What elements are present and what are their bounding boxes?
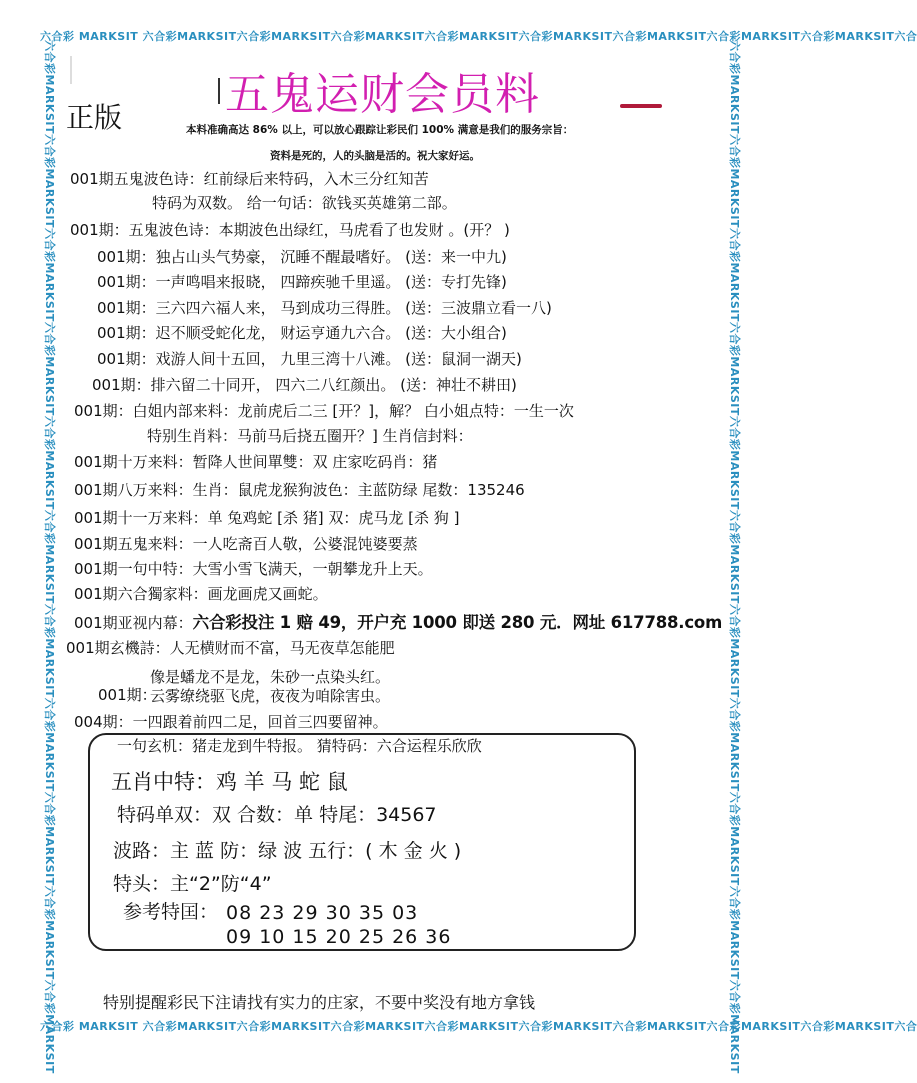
notice-line-1: 本料准确高达 86% 以上，可以放心跟踪让彩民们 100% 满意是我们的服务宗旨：: [186, 124, 574, 136]
box-wave-path: 波路：主 蓝 防：绿 波 五行：( 木 金 火 ): [113, 840, 462, 862]
authentic-badge: 正版: [66, 101, 123, 134]
line-110k: 001期十一万来料：单 兔鸡蛇 [杀 猪] 双：虎马龙 [杀 狗 ]: [74, 509, 460, 527]
poem-line-4: 001期：迟不顺受蛇化龙， 财运亨通九六合。 (送：大小组合): [97, 324, 507, 342]
footer-reminder: 特别提醒彩民下注请找有实力的庄家，不要中奖没有地方拿钱: [103, 993, 536, 1012]
poem-line-2: 001期：一声鸣唱来报晓， 四蹄疾驰千里遥。 (送：专打先锋): [97, 273, 507, 291]
box-ref-label: 参考特囯：: [123, 901, 219, 923]
line-exclusive: 001期六合獨家料：画龙画虎又画蛇。: [74, 585, 328, 603]
title-dash-mark: [620, 104, 662, 108]
riddle-prefix: 001期：: [98, 686, 157, 704]
border-top-text: 六合彩 MARKSIT 六合彩MARKSIT六合彩MARKSIT六合彩MARKSIT六合彩MARKSIT六合彩MARKSIT六合彩MARKSIT六合彩MARKSIT六合彩MARKSIT六合: [40, 30, 917, 43]
line-80k: 001期八万来料：生肖：鼠虎龙猴狗波色：主蓝防绿 尾数：135246: [74, 481, 525, 499]
line-baijie: 001期：白姐内部来料：龙前虎后二三 [开？]，解？ 白小姐点特：一生一次: [74, 402, 574, 420]
line-one-sentence: 001期一句中特：大雪小雪飞满天，一朝攀龙升上天。: [74, 560, 433, 578]
line-even-number: 特码为双数。 给一句话：欲钱买英雄第二部。: [152, 194, 457, 212]
box-riddle: 一句玄机：猪走龙到牛特报。 猜特码：六合运程乐欣欣: [117, 737, 482, 755]
atv-prefix: 001期亚视内幕：: [74, 614, 193, 632]
border-right-text: 六合彩MARKSIT六合彩MARKSIT六合彩MARKSIT六合彩MARKSIT六合彩MARKSIT六合彩MARKSIT六合彩MARKSIT六合彩MARKSIT六合彩MARKSIT六合彩MARKSIT六合彩MARKSIT: [728, 40, 741, 1074]
corner-mark: [70, 56, 72, 84]
line-wugui-data: 001期五鬼来料：一人吃斋百人敬，公婆混饨婆要蒸: [74, 535, 418, 553]
line-atv-insider: [74, 609, 722, 633]
border-left-text: 六合彩MARKSIT六合彩MARKSIT六合彩MARKSIT六合彩MARKSIT六合彩MARKSIT六合彩MARKSIT六合彩MARKSIT六合彩MARKSIT六合彩MARKSIT六合彩MARKSIT六合彩MARKSIT: [43, 40, 56, 1074]
line-wugui-poem: 001期五鬼波色诗：红前绿后来特码，入木三分红知苦: [70, 170, 429, 188]
title-bar-mark: [218, 78, 220, 104]
line-004: 004期：一四跟着前四二足，回首三四要留神。: [74, 713, 388, 731]
notice-line-2: 资料是死的，人的头脑是活的。祝大家好运。: [270, 150, 480, 162]
poem-line-1: 001期：独占山头气势豪， 沉睡不醒最嗜好。 (送：来一中九): [97, 248, 507, 266]
line-wugui-poem-2: 001期：五鬼波色诗：本期波色出绿红，马虎看了也发财 。(开？ ): [70, 221, 510, 239]
poem-line-5: 001期：戏游人间十五回， 九里三湾十八滩。 (送：鼠洞一湖天): [97, 350, 522, 368]
poem-line-6: 001期：排六留二十同开， 四六二八红颜出。 (送：神壮不耕田): [92, 376, 517, 394]
ad-text: 六合彩投注 1 赔 49，开户充 1000 即送 280 元．网址 617788.com: [192, 613, 723, 632]
box-five-zodiac: 五肖中特：鸡 羊 马 蛇 鼠: [111, 770, 348, 794]
box-ref-numbers-2: 09 10 15 20 25 26 36: [226, 926, 452, 948]
line-mystic-poem: 001期玄機詩：人无横财而不富，马无夜草怎能肥: [66, 639, 395, 657]
poem-line-3: 001期：三六四六福人来， 马到成功三得胜。 (送：三波鼎立看一八): [97, 299, 552, 317]
page-title: 五鬼运财会员料: [225, 69, 540, 120]
riddle-line-2: 云雾缭绕驱飞虎，夜夜为咱除害虫。: [150, 687, 391, 705]
line-100k: 001期十万来料：暂降人世间單雙：双 庄家吃码肖：猪: [74, 453, 438, 471]
line-zodiac-special: 特别生肖料：马前马后挠五圈开？] 生肖信封料：: [147, 427, 473, 445]
box-ref-numbers-1: 08 23 29 30 35 03: [226, 902, 419, 924]
riddle-line-1: 像是蟠龙不是龙，朱砂一点染头红。: [150, 668, 391, 686]
border-bottom-text: 六合彩 MARKSIT 六合彩MARKSIT六合彩MARKSIT六合彩MARKSIT六合彩MARKSIT六合彩MARKSIT六合彩MARKSIT六合彩MARKSIT六合彩MARKSIT六合: [40, 1020, 917, 1033]
box-head: 特头：主“2”防“4”: [113, 873, 272, 895]
box-odd-even: 特码单双：双 合数：单 特尾：34567: [117, 804, 437, 826]
